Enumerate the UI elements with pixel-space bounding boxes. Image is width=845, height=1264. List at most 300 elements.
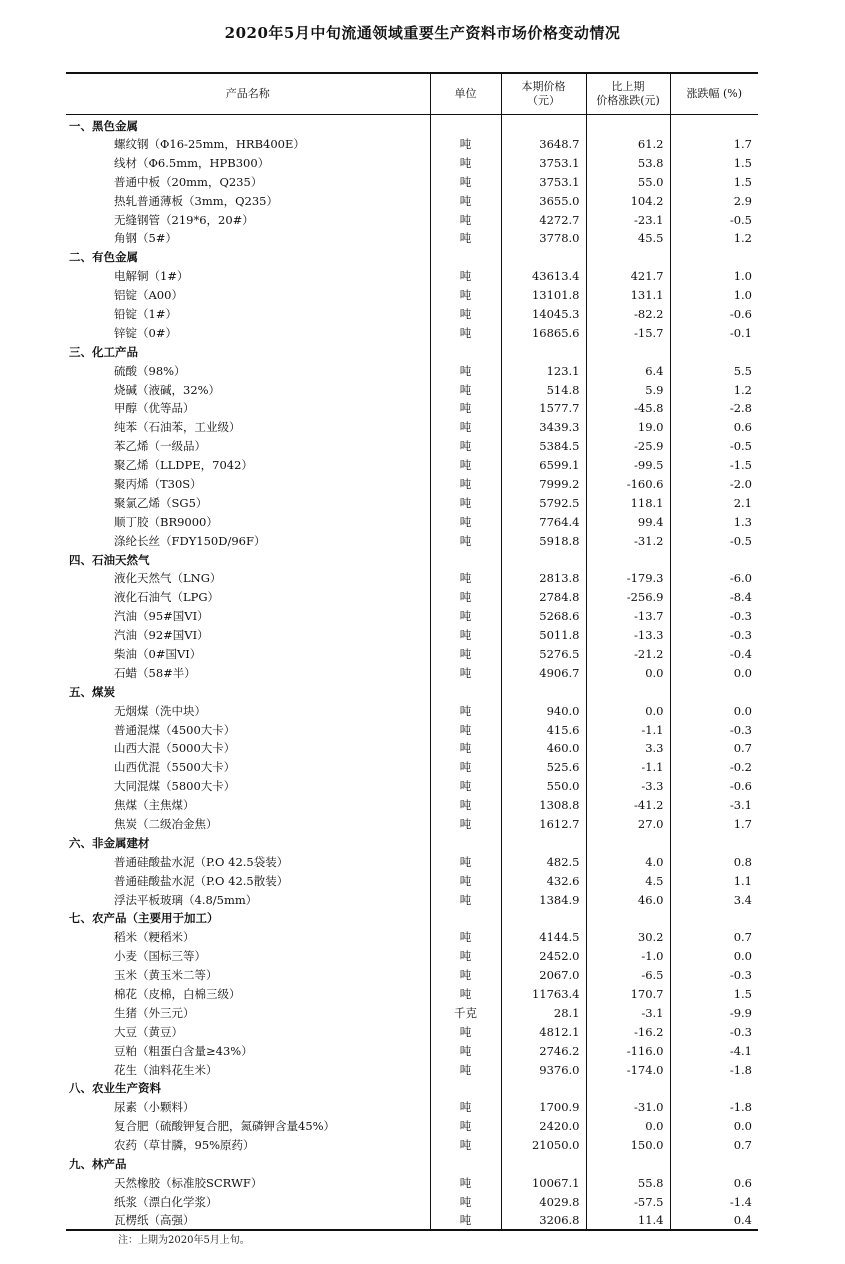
table-row [66, 153, 758, 172]
change-percent: 3.4 [670, 890, 758, 909]
empty-cell [501, 342, 586, 361]
current-price: 4029.8 [501, 1192, 586, 1211]
price-change: -256.9 [586, 588, 670, 607]
product-name: 农药（草甘膦，95%原药） [114, 1138, 255, 1153]
price-change: -1.1 [586, 758, 670, 777]
change-percent: 0.7 [670, 928, 758, 947]
table-row [66, 399, 758, 418]
table-row [66, 890, 758, 909]
product-name: 热轧普通薄板（3mm，Q235） [114, 193, 279, 208]
price-change: -15.7 [586, 323, 670, 342]
table-row [66, 1060, 758, 1079]
empty-cell [430, 342, 501, 361]
product-name: 电解铜（1#） [114, 269, 189, 284]
empty-cell [430, 248, 501, 267]
current-price: 4272.7 [501, 210, 586, 229]
table-row [66, 626, 758, 645]
price-change: -41.2 [586, 796, 670, 815]
change-percent: 0.6 [670, 418, 758, 437]
empty-cell [586, 682, 670, 701]
product-name: 山西大混（5000大卡） [114, 741, 236, 756]
category-row [66, 1079, 758, 1098]
product-name: 小麦（国标三等） [114, 949, 206, 964]
product-name: 无缝钢管（219*6，20#） [114, 212, 254, 227]
price-change: 170.7 [586, 985, 670, 1004]
table-row [66, 475, 758, 494]
current-price: 16865.6 [501, 323, 586, 342]
product-name: 涤纶长丝（FDY150D/96F） [114, 533, 266, 548]
current-price: 13101.8 [501, 286, 586, 305]
current-price: 5918.8 [501, 531, 586, 550]
unit-cell: 吨 [430, 1041, 501, 1060]
product-name: 花生（油料花生米） [114, 1062, 218, 1077]
table-row [66, 1173, 758, 1192]
unit-cell: 吨 [430, 1117, 501, 1136]
unit-cell: 吨 [430, 645, 501, 664]
product-name: 液化天然气（LNG） [114, 571, 222, 586]
change-percent: 1.1 [670, 871, 758, 890]
unit-cell: 吨 [430, 626, 501, 645]
table-row [66, 569, 758, 588]
header-price-change: 比上期 价格涨跌(元) [586, 73, 670, 114]
current-price: 5268.6 [501, 607, 586, 626]
unit-cell: 吨 [430, 437, 501, 456]
current-price: 3439.3 [501, 418, 586, 437]
current-price: 2452.0 [501, 947, 586, 966]
product-name: 螺纹钢（Φ16-25mm，HRB400E） [114, 136, 305, 151]
empty-cell [430, 909, 501, 928]
price-change: 0.0 [586, 663, 670, 682]
product-name: 无烟煤（洗中块） [114, 703, 206, 718]
category-row [66, 909, 758, 928]
price-change: 104.2 [586, 191, 670, 210]
price-change: -13.7 [586, 607, 670, 626]
price-change: -1.1 [586, 720, 670, 739]
unit-cell: 吨 [430, 361, 501, 380]
empty-cell [501, 550, 586, 569]
change-percent: -2.8 [670, 399, 758, 418]
table-row [66, 607, 758, 626]
table-row [66, 1003, 758, 1022]
change-percent: -1.8 [670, 1098, 758, 1117]
unit-cell: 吨 [430, 456, 501, 475]
price-change: -99.5 [586, 456, 670, 475]
table-row [66, 286, 758, 305]
unit-cell: 吨 [430, 739, 501, 758]
change-percent: -1.8 [670, 1060, 758, 1079]
unit-cell: 吨 [430, 871, 501, 890]
category-name: 八、农业生产资料 [69, 1081, 161, 1096]
price-change: -13.3 [586, 626, 670, 645]
current-price: 1308.8 [501, 796, 586, 815]
current-price: 21050.0 [501, 1136, 586, 1155]
category-name: 五、煤炭 [69, 684, 115, 699]
current-price: 5384.5 [501, 437, 586, 456]
table-row [66, 229, 758, 248]
product-name: 焦煤（主焦煤） [114, 798, 195, 813]
price-change: 30.2 [586, 928, 670, 947]
current-price: 415.6 [501, 720, 586, 739]
unit-cell: 吨 [430, 1173, 501, 1192]
change-percent: 0.7 [670, 739, 758, 758]
unit-cell: 吨 [430, 323, 501, 342]
table-row [66, 267, 758, 286]
empty-cell [670, 833, 758, 852]
unit-cell: 吨 [430, 135, 501, 154]
unit-cell: 吨 [430, 493, 501, 512]
current-price: 432.6 [501, 871, 586, 890]
price-change: -45.8 [586, 399, 670, 418]
category-name: 九、林产品 [69, 1157, 127, 1172]
table-row [66, 361, 758, 380]
current-price: 460.0 [501, 739, 586, 758]
category-name: 二、有色金属 [69, 250, 138, 265]
change-percent: 0.0 [670, 701, 758, 720]
current-price: 3753.1 [501, 172, 586, 191]
unit-cell: 吨 [430, 475, 501, 494]
empty-cell [670, 1079, 758, 1098]
table-row [66, 437, 758, 456]
price-change: -16.2 [586, 1022, 670, 1041]
price-change: -116.0 [586, 1041, 670, 1060]
table-row [66, 701, 758, 720]
category-name: 七、农产品（主要用于加工） [69, 911, 219, 926]
current-price: 3778.0 [501, 229, 586, 248]
empty-cell [430, 114, 501, 135]
product-name: 普通混煤（4500大卡） [114, 722, 236, 737]
category-name: 六、非金属建材 [69, 835, 150, 850]
price-change: -179.3 [586, 569, 670, 588]
empty-cell [430, 550, 501, 569]
table-row [66, 928, 758, 947]
empty-cell [586, 550, 670, 569]
current-price: 5792.5 [501, 493, 586, 512]
change-percent: -0.6 [670, 305, 758, 324]
table-row [66, 456, 758, 475]
unit-cell: 吨 [430, 777, 501, 796]
product-name: 浮法平板玻璃（4.8/5mm） [114, 892, 258, 907]
table-row [66, 1136, 758, 1155]
empty-cell [586, 1155, 670, 1174]
price-change: 5.9 [586, 380, 670, 399]
table-row [66, 1192, 758, 1211]
current-price: 525.6 [501, 758, 586, 777]
unit-cell: 吨 [430, 531, 501, 550]
change-percent: -4.1 [670, 1041, 758, 1060]
product-name: 汽油（92#国VI） [114, 628, 209, 643]
table-row [66, 815, 758, 834]
product-name: 顺丁胶（BR9000） [114, 514, 218, 529]
unit-cell: 吨 [430, 305, 501, 324]
change-percent: 1.0 [670, 267, 758, 286]
empty-cell [501, 909, 586, 928]
price-change: 150.0 [586, 1136, 670, 1155]
change-percent: 1.2 [670, 380, 758, 399]
product-name: 豆粕（粗蛋白含量≥43%） [114, 1043, 253, 1058]
unit-cell: 吨 [430, 267, 501, 286]
price-change: 53.8 [586, 153, 670, 172]
product-name: 聚丙烯（T30S） [114, 476, 202, 491]
unit-cell: 吨 [430, 380, 501, 399]
price-change: 4.0 [586, 852, 670, 871]
empty-cell [586, 114, 670, 135]
empty-cell [501, 114, 586, 135]
change-percent: 2.9 [670, 191, 758, 210]
price-change: -160.6 [586, 475, 670, 494]
table-row [66, 796, 758, 815]
unit-cell: 吨 [430, 569, 501, 588]
empty-cell [501, 833, 586, 852]
current-price: 514.8 [501, 380, 586, 399]
current-price: 1577.7 [501, 399, 586, 418]
current-price: 3753.1 [501, 153, 586, 172]
current-price: 28.1 [501, 1003, 586, 1022]
product-name: 锌锭（0#） [114, 325, 177, 340]
unit-cell: 吨 [430, 229, 501, 248]
unit-cell: 吨 [430, 928, 501, 947]
category-row [66, 114, 758, 135]
empty-cell [586, 833, 670, 852]
product-name: 线材（Φ6.5mm，HPB300） [114, 155, 270, 170]
table-row [66, 1041, 758, 1060]
header-current-price: 本期价格 （元） [501, 73, 586, 114]
table-header [66, 73, 758, 114]
current-price: 2746.2 [501, 1041, 586, 1060]
change-percent: -3.1 [670, 796, 758, 815]
price-change: -21.2 [586, 645, 670, 664]
change-percent: 0.6 [670, 1173, 758, 1192]
table-row [66, 663, 758, 682]
price-change: 3.3 [586, 739, 670, 758]
empty-cell [586, 248, 670, 267]
product-name: 稻米（粳稻米） [114, 930, 195, 945]
product-name: 角钢（5#） [114, 231, 177, 246]
table-row [66, 512, 758, 531]
table-row [66, 758, 758, 777]
category-row [66, 682, 758, 701]
product-name: 苯乙烯（一级品） [114, 439, 206, 454]
change-percent: 1.2 [670, 229, 758, 248]
current-price: 1700.9 [501, 1098, 586, 1117]
change-percent: -0.1 [670, 323, 758, 342]
table-row [66, 493, 758, 512]
price-change: -6.5 [586, 966, 670, 985]
price-change: 11.4 [586, 1211, 670, 1230]
current-price: 43613.4 [501, 267, 586, 286]
product-name: 棉花（皮棉，白棉三级） [114, 987, 241, 1002]
price-table [66, 72, 758, 1231]
change-percent: -1.5 [670, 456, 758, 475]
product-name: 石蜡（58#半） [114, 665, 196, 680]
unit-cell: 吨 [430, 663, 501, 682]
current-price: 3655.0 [501, 191, 586, 210]
current-price: 7999.2 [501, 475, 586, 494]
change-percent: -0.3 [670, 966, 758, 985]
price-change: 99.4 [586, 512, 670, 531]
product-name: 瓦楞纸（高强） [114, 1213, 195, 1228]
change-percent: 0.4 [670, 1211, 758, 1230]
current-price: 2813.8 [501, 569, 586, 588]
unit-cell: 吨 [430, 1211, 501, 1230]
change-percent: -0.5 [670, 437, 758, 456]
empty-cell [586, 342, 670, 361]
change-percent: 0.0 [670, 663, 758, 682]
category-name: 四、石油天然气 [69, 552, 150, 567]
price-change: 0.0 [586, 1117, 670, 1136]
product-name: 天然橡胶（标准胶SCRWF） [114, 1175, 263, 1190]
unit-cell: 吨 [430, 172, 501, 191]
price-change: 118.1 [586, 493, 670, 512]
current-price: 2784.8 [501, 588, 586, 607]
current-price: 2067.0 [501, 966, 586, 985]
table-row [66, 966, 758, 985]
unit-cell: 吨 [430, 418, 501, 437]
table-row [66, 739, 758, 758]
current-price: 9376.0 [501, 1060, 586, 1079]
unit-cell: 吨 [430, 701, 501, 720]
current-price: 4144.5 [501, 928, 586, 947]
product-name: 烧碱（液碱，32%） [114, 382, 221, 397]
unit-cell: 吨 [430, 153, 501, 172]
product-name: 普通硅酸盐水泥（P.O 42.5袋装） [114, 854, 289, 869]
price-change: 61.2 [586, 135, 670, 154]
change-percent: -0.3 [670, 626, 758, 645]
header-change-percent: 涨跌幅 (%) [670, 73, 758, 114]
category-name: 三、化工产品 [69, 344, 138, 359]
empty-cell [501, 682, 586, 701]
product-name: 聚氯乙烯（SG5） [114, 495, 208, 510]
product-name: 玉米（黄玉米二等） [114, 968, 218, 983]
current-price: 3206.8 [501, 1211, 586, 1230]
change-percent: -0.3 [670, 607, 758, 626]
unit-cell: 吨 [430, 607, 501, 626]
category-row [66, 833, 758, 852]
price-change: 0.0 [586, 701, 670, 720]
product-name: 普通硅酸盐水泥（P.O 42.5散装） [114, 873, 289, 888]
table-row [66, 1211, 758, 1230]
unit-cell: 吨 [430, 1022, 501, 1041]
table-row [66, 191, 758, 210]
price-change: 421.7 [586, 267, 670, 286]
empty-cell [670, 1155, 758, 1174]
unit-cell: 吨 [430, 890, 501, 909]
unit-cell: 吨 [430, 815, 501, 834]
product-name: 生猪（外三元） [114, 1005, 195, 1020]
table-row [66, 305, 758, 324]
price-change: -23.1 [586, 210, 670, 229]
change-percent: 2.1 [670, 493, 758, 512]
unit-cell: 吨 [430, 1136, 501, 1155]
current-price: 2420.0 [501, 1117, 586, 1136]
change-percent: 1.5 [670, 985, 758, 1004]
unit-cell: 千克 [430, 1003, 501, 1022]
price-change: 46.0 [586, 890, 670, 909]
table-row [66, 985, 758, 1004]
unit-cell: 吨 [430, 852, 501, 871]
change-percent: -0.3 [670, 1022, 758, 1041]
price-change: 55.8 [586, 1173, 670, 1192]
change-percent: 0.0 [670, 1117, 758, 1136]
product-name: 聚乙烯（LLDPE，7042） [114, 458, 253, 473]
change-percent: 0.8 [670, 852, 758, 871]
unit-cell: 吨 [430, 399, 501, 418]
change-percent: 5.5 [670, 361, 758, 380]
product-name: 大同混煤（5800大卡） [114, 779, 236, 794]
current-price: 1384.9 [501, 890, 586, 909]
product-name: 柴油（0#国VI） [114, 646, 202, 661]
empty-cell [670, 114, 758, 135]
current-price: 4906.7 [501, 663, 586, 682]
price-change: 131.1 [586, 286, 670, 305]
change-percent: 1.5 [670, 172, 758, 191]
category-name: 一、黑色金属 [69, 118, 138, 133]
table-body [66, 114, 758, 1230]
change-percent: -0.5 [670, 210, 758, 229]
table-row [66, 380, 758, 399]
price-change: -31.2 [586, 531, 670, 550]
unit-cell: 吨 [430, 512, 501, 531]
empty-cell [670, 682, 758, 701]
header-product-name: 产品名称 [66, 73, 430, 114]
current-price: 3648.7 [501, 135, 586, 154]
empty-cell [430, 1079, 501, 1098]
unit-cell: 吨 [430, 1060, 501, 1079]
table-row [66, 720, 758, 739]
table-row [66, 871, 758, 890]
product-name: 焦炭（二级冶金焦） [114, 817, 218, 831]
product-name: 液化石油气（LPG） [114, 590, 220, 605]
price-change: -57.5 [586, 1192, 670, 1211]
table-row [66, 645, 758, 664]
product-name: 铝锭（A00） [114, 288, 183, 303]
product-name: 硫酸（98%） [114, 363, 186, 378]
current-price: 5276.5 [501, 645, 586, 664]
product-name: 尿素（小颗料） [114, 1100, 195, 1115]
table-row [66, 852, 758, 871]
product-name: 大豆（黄豆） [114, 1024, 183, 1039]
change-percent: -0.6 [670, 777, 758, 796]
change-percent: -2.0 [670, 475, 758, 494]
current-price: 14045.3 [501, 305, 586, 324]
table-row [66, 418, 758, 437]
empty-cell [501, 248, 586, 267]
table-row [66, 588, 758, 607]
unit-cell: 吨 [430, 1192, 501, 1211]
price-change: 55.0 [586, 172, 670, 191]
empty-cell [670, 342, 758, 361]
empty-cell [430, 1155, 501, 1174]
price-change: -174.0 [586, 1060, 670, 1079]
empty-cell [586, 1079, 670, 1098]
current-price: 940.0 [501, 701, 586, 720]
change-percent: -6.0 [670, 569, 758, 588]
price-change: -3.3 [586, 777, 670, 796]
price-change: 19.0 [586, 418, 670, 437]
change-percent: -0.3 [670, 720, 758, 739]
empty-cell [501, 1155, 586, 1174]
table-row [66, 531, 758, 550]
change-percent: 1.5 [670, 153, 758, 172]
price-change: 27.0 [586, 815, 670, 834]
change-percent: -0.4 [670, 645, 758, 664]
price-change: -82.2 [586, 305, 670, 324]
unit-cell: 吨 [430, 758, 501, 777]
table-row [66, 210, 758, 229]
product-name: 纸浆（漂白化学浆） [114, 1194, 218, 1209]
unit-cell: 吨 [430, 191, 501, 210]
change-percent: 1.7 [670, 815, 758, 834]
product-name: 普通中板（20mm，Q235） [114, 174, 263, 189]
